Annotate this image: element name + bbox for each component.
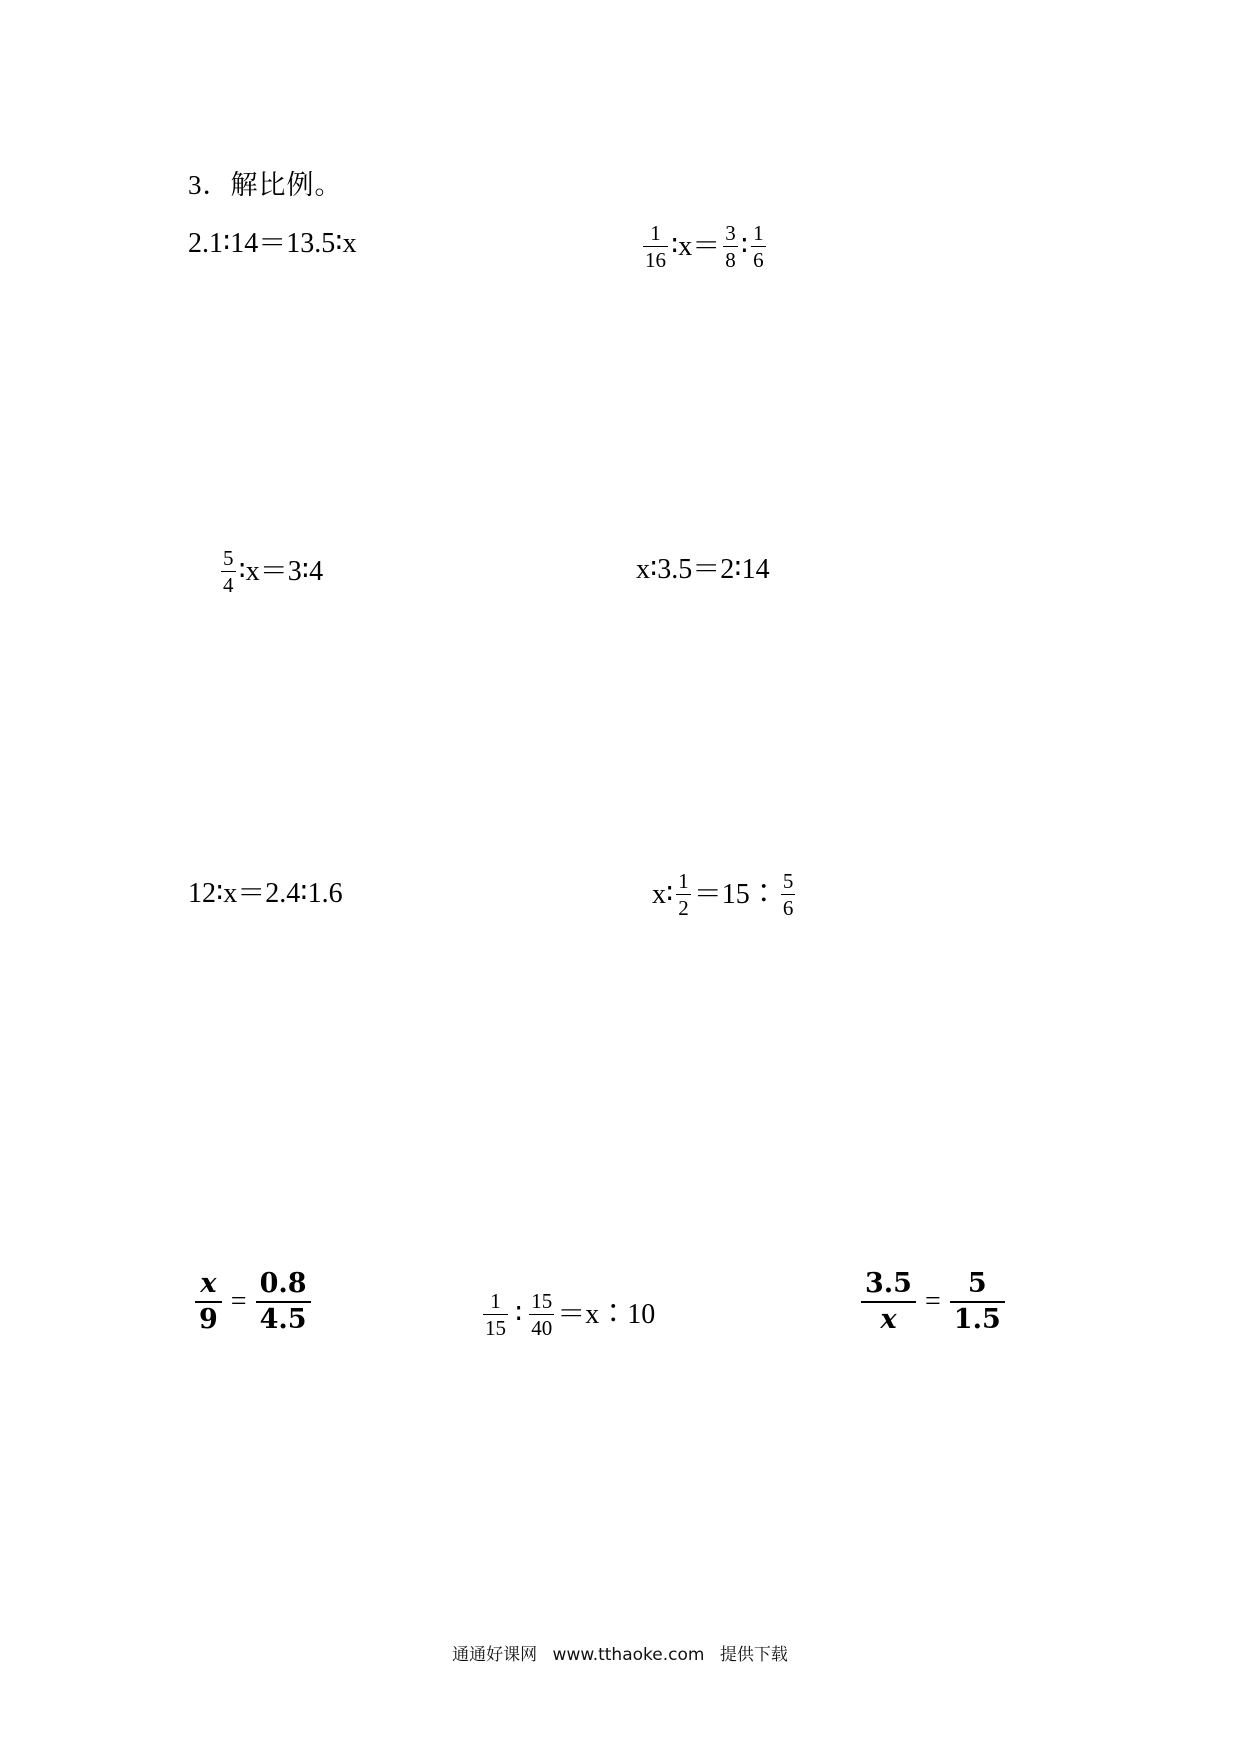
denominator: 4 xyxy=(223,573,234,598)
numerator: 3.5 xyxy=(865,1268,912,1299)
section-heading: 3．解比例。 xyxy=(188,170,343,200)
fraction xyxy=(221,547,236,596)
numerator: 1 xyxy=(490,1289,501,1313)
fraction xyxy=(751,222,766,271)
denominator: 16 xyxy=(645,248,666,273)
fraction-bar xyxy=(221,571,236,572)
fraction xyxy=(950,1270,1005,1335)
fraction xyxy=(256,1270,311,1335)
fraction xyxy=(781,870,796,919)
fraction xyxy=(861,1270,916,1335)
fraction-bar xyxy=(751,246,766,247)
equals-sign: = xyxy=(924,1286,941,1318)
fraction-bar xyxy=(529,1314,554,1315)
fraction-bar xyxy=(195,1301,222,1303)
problem-text: ∶x＝3∶4 xyxy=(238,555,324,587)
fraction-bar xyxy=(950,1301,1005,1303)
numerator: x xyxy=(200,1268,217,1299)
numerator: 1 xyxy=(753,221,764,245)
numerator: 3 xyxy=(725,221,736,245)
proportion-problem-6 xyxy=(652,870,798,919)
equals-sign: = xyxy=(230,1286,247,1318)
problem-text: x∶3.5＝2∶14 xyxy=(636,554,770,585)
numerator: 0.8 xyxy=(259,1268,307,1299)
fraction-bar xyxy=(781,894,796,895)
footer-suffix: 提供下载 xyxy=(719,1645,788,1665)
proportion-problem-9 xyxy=(858,1270,1008,1335)
numerator: 5 xyxy=(782,869,794,893)
footer-site-name: 通通好课网 xyxy=(452,1645,538,1665)
fraction-bar xyxy=(256,1301,311,1303)
numerator: 5 xyxy=(223,546,234,570)
denominator: 8 xyxy=(725,248,736,273)
proportion-problem-3 xyxy=(218,547,323,596)
fraction-bar xyxy=(643,246,668,247)
ratio-sign: ∶ xyxy=(515,1298,523,1330)
proportion-problem-4 xyxy=(636,556,770,584)
fraction xyxy=(529,1290,554,1339)
denominator: 40 xyxy=(531,1316,553,1341)
fraction xyxy=(195,1270,222,1335)
fraction xyxy=(483,1290,508,1339)
proportion-problem-5 xyxy=(188,880,343,908)
numerator: 15 xyxy=(531,1289,553,1313)
denominator: 15 xyxy=(485,1316,506,1341)
denominator: 2 xyxy=(678,896,689,921)
denominator: 6 xyxy=(782,896,794,921)
fraction xyxy=(643,222,668,271)
problem-text: ＝x∶10 xyxy=(557,1298,656,1330)
fraction-bar xyxy=(483,1314,508,1315)
fraction-bar xyxy=(723,246,738,247)
denominator: 1.5 xyxy=(953,1304,1001,1336)
fraction-bar xyxy=(676,894,691,895)
numerator: 5 xyxy=(967,1268,987,1299)
problem-text: ∶x＝ xyxy=(671,230,721,262)
denominator: 4.5 xyxy=(259,1304,307,1336)
page-footer xyxy=(0,1640,1240,1665)
proportion-problem-2 xyxy=(640,222,769,271)
proportion-problem-7 xyxy=(192,1270,314,1335)
problem-text: x∶ xyxy=(652,878,674,910)
fraction xyxy=(676,870,691,919)
fraction xyxy=(723,222,738,271)
problem-text: 12∶x＝2.4∶1.6 xyxy=(188,878,343,909)
fraction-bar xyxy=(861,1301,916,1303)
numerator: 1 xyxy=(678,869,689,893)
problem-text: 2.1∶14＝13.5∶x xyxy=(188,228,357,259)
numerator: 1 xyxy=(650,221,661,245)
denominator: 6 xyxy=(753,248,764,273)
denominator: 9 xyxy=(199,1304,218,1336)
denominator: x xyxy=(880,1304,897,1336)
ratio-sign: ∶ xyxy=(740,230,749,262)
proportion-problem-8 xyxy=(480,1290,655,1339)
problem-text: ＝15∶ xyxy=(693,878,778,910)
proportion-problem-1 xyxy=(188,230,357,258)
footer-url: www.tthaoke.com xyxy=(552,1645,705,1665)
